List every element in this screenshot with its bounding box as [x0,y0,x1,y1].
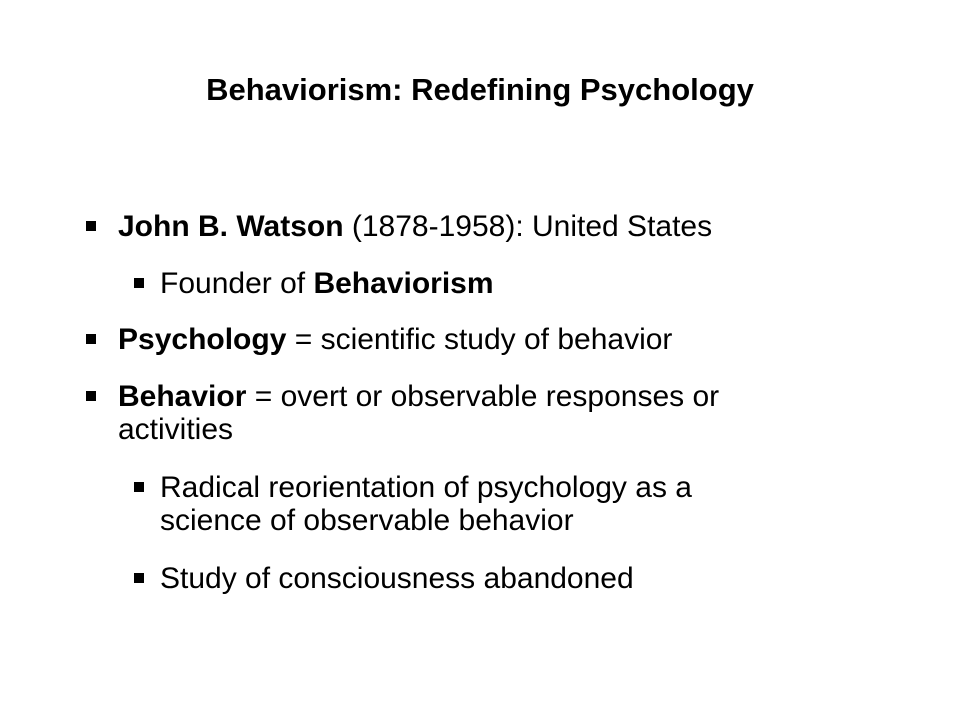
bullet-item-psychology [0,323,960,380]
bold-term: Behavior [118,380,247,413]
square-bullet-icon [134,278,144,288]
square-bullet-icon [86,334,96,344]
bullet-item-founder [0,267,960,323]
bullet-line-2: science of observable behavior [160,504,574,537]
bullet-line-1: Radical reorientation of psychology as a [160,471,692,504]
bullet-list [0,210,960,618]
bullet-rest: = scientific study of behavior [286,323,673,356]
bullet-item-consciousness [0,562,960,618]
bullet-pre: Founder of [160,267,314,300]
bold-term: John B. Watson [118,210,344,243]
bullet-text: Study of consciousness abandoned [160,562,634,595]
square-bullet-icon [134,482,144,492]
bullet-rest: (1878-1958): United States [343,210,713,243]
slide-title: Behaviorism: Redefining Psychology [206,72,754,107]
bullet-text [160,267,494,300]
bullet-text [118,210,712,243]
bold-term: Psychology [118,323,287,356]
square-bullet-icon [86,221,96,231]
bullet-item-watson [0,210,960,267]
square-bullet-icon [86,391,96,401]
bullet-item-behavior [0,380,960,471]
bullet-item-radical [0,471,960,562]
bullet-text [118,380,818,446]
bullet-text [160,471,860,537]
bullet-continuation: activities [118,413,234,446]
bold-term: Behaviorism [313,267,494,300]
bullet-rest: = overt or observable responses or [246,380,720,413]
square-bullet-icon [134,573,144,583]
bullet-text [118,323,672,356]
